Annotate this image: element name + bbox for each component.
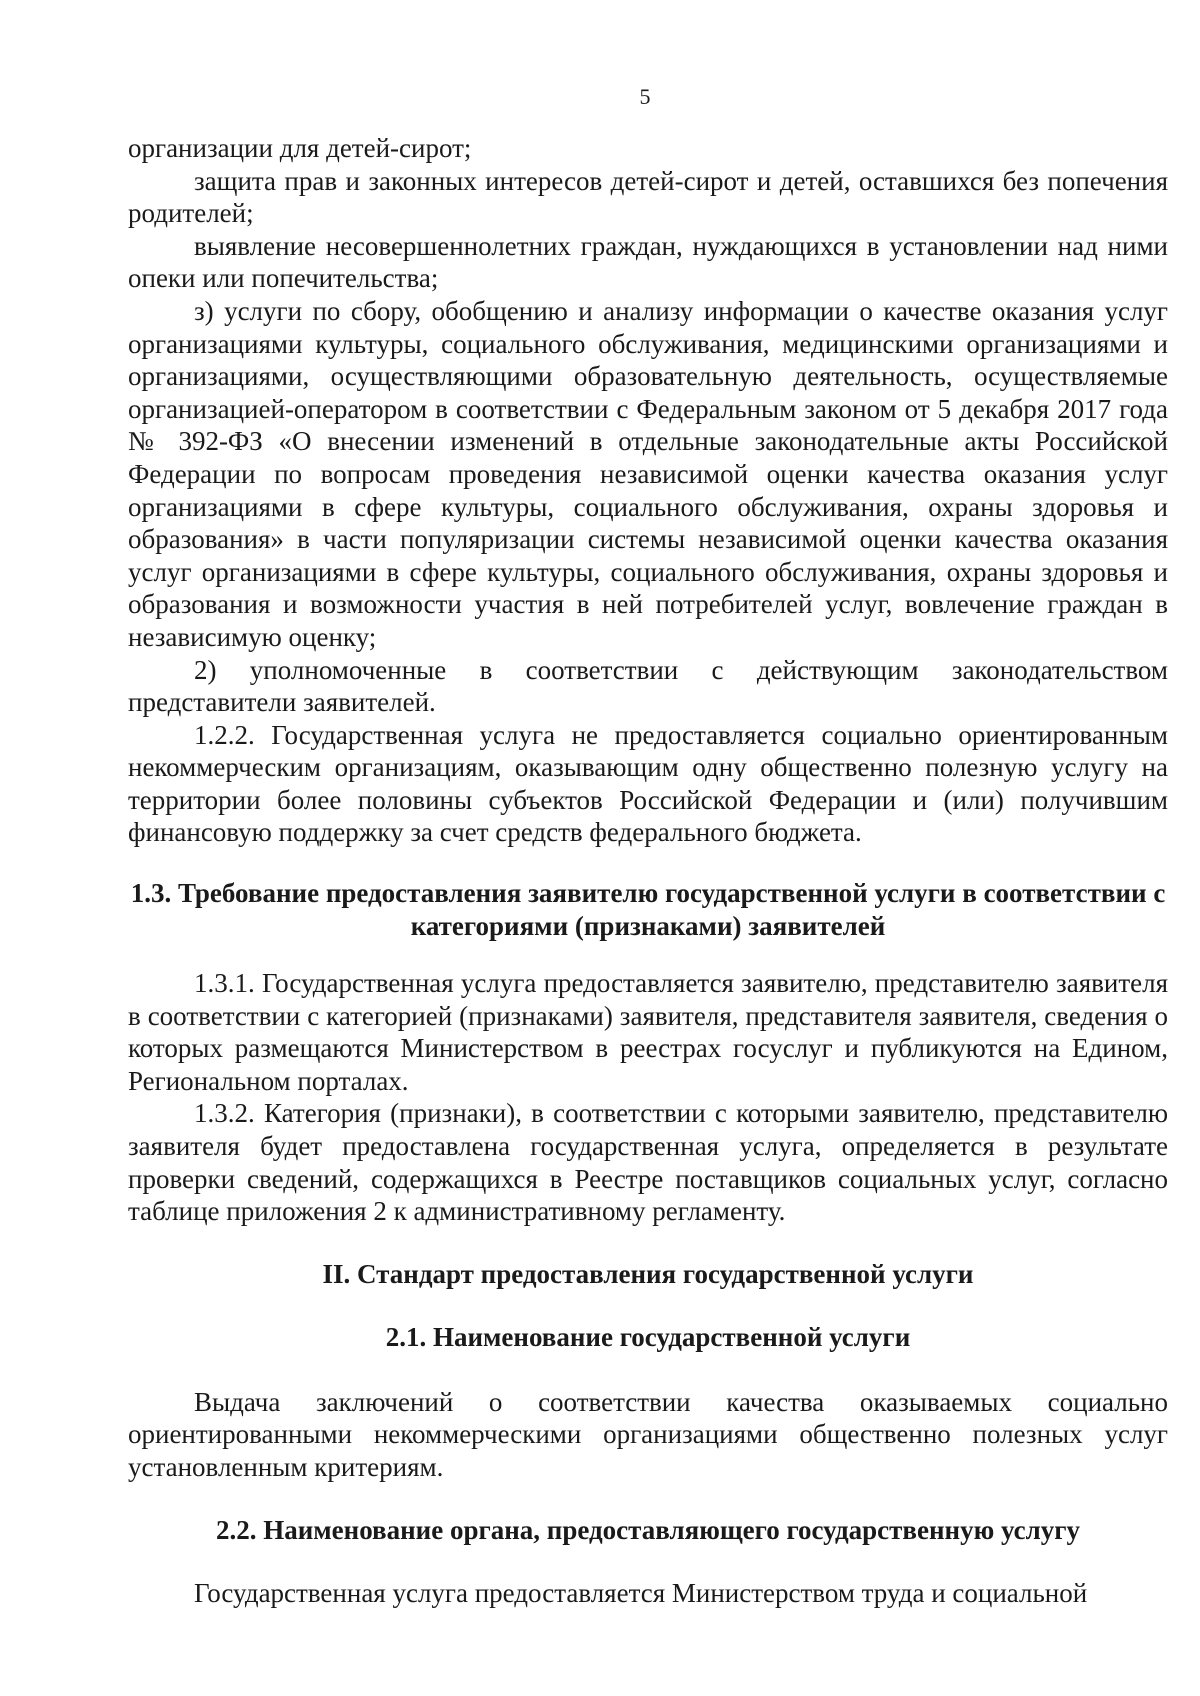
section-heading-1-3: 1.3. Требование предоставления заявителю государственной услуги в соответствии с категориями (признаками) заявителей [130, 878, 1166, 942]
paragraph: 1.2.2. Государственная услуга не предоставляется социально ориентированным некоммерческим организациям, оказывающим одну общественно полезную услугу на территории более половины субъектов Российской Федерации и (или) получившим финансовую поддержку за счет средств федерального бюджета. [128, 719, 1168, 848]
document-body [128, 132, 1168, 1609]
paragraph: организации для детей-сирот; [128, 133, 472, 163]
paragraph: з) услуги по сбору, обобщению и анализу информации о качестве оказания услуг организациями культуры, социального обслуживания, медицинскими организациями и организациями, осуществляющими образовательную деятельность, осуществляемые организацией-оператором в соответствии с Федеральным законом от 5 декабря 2017 года № 392-ФЗ «О внесении изменений в отдельные законодательные акты Российской Федерации по вопросам проведения независимой оценки качества оказания услуг организациями в сфере культуры, социального обслуживания, охраны здоровья и образования» в части популяризации системы независимой оценки качества оказания услуг организациями в сфере культуры, социального обслуживания, охраны здоровья и образования и возможности участия в ней потребителей услуг, вовлечение граждан в независимую оценку; [128, 295, 1168, 652]
paragraph: защита прав и законных интересов детей-сирот и детей, оставшихся без попечения родителей; [128, 165, 1168, 229]
paragraph: 1.3.2. Категория (признаки), в соответствии с которыми заявителю, представителю заявителя будет предоставлена государственная услуга, определяется в результате проверки сведений, содержащихся в Реестре поставщиков социальных услуг, согласно таблице приложения 2 к административному регламенту. [128, 1098, 1168, 1227]
section-heading-II: II. Стандарт предоставления государственной услуги [322, 1258, 974, 1289]
paragraph: 2) уполномоченные в соответствии с действующим законодательством представители заявителей. [128, 654, 1168, 718]
paragraph: Выдача заключений о соответствии качества оказываемых социально ориентированными некоммерческими организациями общественно полезных услуг установленным критериям. [128, 1386, 1168, 1482]
page-number: 5 [639, 84, 651, 109]
paragraph: Государственная услуга предоставляется Министерством труда и социальной [194, 1577, 1088, 1608]
paragraph: выявление несовершеннолетних граждан, нуждающихся в установлении над ними опеки или попечительства; [128, 230, 1168, 294]
paragraph: 1.3.1. Государственная услуга предоставляется заявителю, представителю заявителя в соответствии с категорией (признаками) заявителя, представителя заявителя, сведения о которых размещаются Министерством в реестрах госуслуг и публикуются на Едином, Региональном порталах. [128, 968, 1168, 1096]
section-heading-2-2: 2.2. Наименование органа, предоставляющего государственную услугу [215, 1514, 1081, 1545]
section-heading-2-1: 2.1. Наименование государственной услуги [385, 1321, 911, 1352]
